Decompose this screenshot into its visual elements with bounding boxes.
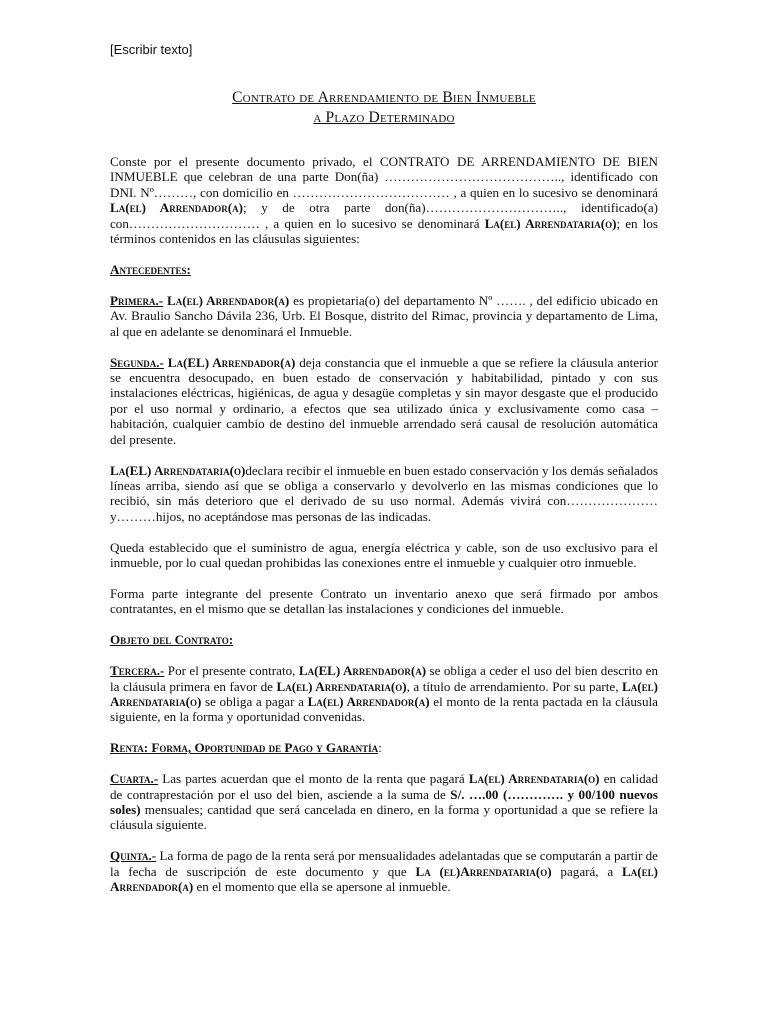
clause-lead: Primera.- xyxy=(110,292,164,308)
party-arrendataria: La(el) Arrendataria(o) xyxy=(468,771,600,787)
clause-text: se obliga a ceder el uso del bien descrito en la cláusula primera en favor de xyxy=(110,663,658,694)
clause-text: se obliga a pagar a xyxy=(201,693,308,709)
paragraph-inventario: Forma parte integrante del presente Contrato un inventario anexo que será firmado por ambos contratantes, en el mismo que se detallan las instalaciones y condiciones del inmueble. xyxy=(110,585,658,617)
paragraph-text: declara recibir el inmueble en buen estado conservación y los demás señalados líneas arriba, siendo así que se obliga a conservarlo y devolverlo en las mismas condiciones que lo recibió, sin más deterioro que el derivado de su uso normal. Además vivirá con…………………y………hijos, no aceptándose mas personas de las indicadas. xyxy=(110,462,658,524)
intro-text-3: ; en los términos contenidos en las cláusulas siguientes: xyxy=(110,215,659,247)
paragraph-recepcion xyxy=(110,463,658,525)
clause-lead: Tercera.- xyxy=(110,663,165,679)
section-heading-renta-line xyxy=(110,740,658,755)
intro-text-2: ; y de otra parte don(ña)………………………….., identificado(a) con………………………… , a quien en lo sucesivo se denominará xyxy=(110,200,658,231)
clause-text: Por el presente contrato, xyxy=(164,663,299,679)
clause-tercera xyxy=(110,663,658,725)
intro-paragraph xyxy=(110,154,658,246)
intro-text-1: Conste por el presente documento privado, el CONTRATO DE ARRENDAMIENTO DE BIEN INMUEBLE que celebran de una parte Don(ña) ………………………………….., identificado con DNI. Nº………, con domicilio en ……………………………… , a quien en lo sucesivo se denominará xyxy=(110,154,658,200)
section-heading-antecedentes: Antecedentes: xyxy=(110,261,191,277)
paragraph-suministros: Queda establecido que el suministro de agua, energía eléctrica y cable, son de uso exclusivo para el inmueble, por lo cual quedan prohibidas las conexiones entre el inmueble y cualquier otro inmueble. xyxy=(110,539,658,571)
party-arrendataria: La(EL) Arrendataria(o) xyxy=(110,462,246,478)
clause-text: pagará, a xyxy=(551,863,623,879)
clause-quinta xyxy=(110,848,658,894)
heading-colon: : xyxy=(378,740,382,756)
clause-text: La forma de pago de la renta será por mensualidades adelantadas que se computarán a partir de la fecha de suscripción de este documento y que xyxy=(110,848,658,879)
party-arrendador: La(EL) Arrendador(a) xyxy=(167,354,296,370)
document-title xyxy=(0,88,768,128)
clause-primera xyxy=(110,293,658,339)
clause-segunda xyxy=(110,355,658,447)
party-arrendataria: La(el) Arrendataria(o) xyxy=(484,215,617,231)
party-arrendador: La(EL) Arrendador(a) xyxy=(298,663,427,679)
clause-text: mensuales; cantidad que será cancelada en dinero, en la forma y oportunidad a que se refiere la cláusula siguiente. xyxy=(110,802,658,833)
clause-text: Las partes acuerdan que el monto de la renta que pagará xyxy=(158,771,469,787)
clause-text: , a título de arrendamiento. Por su parte, xyxy=(406,678,623,694)
party-arrendataria: La(el) Arrendataria(o) xyxy=(276,678,407,694)
clause-text: en el momento que ella se apersone al inmueble. xyxy=(193,879,451,895)
title-line-2: a Plazo Determinado xyxy=(313,109,455,126)
party-arrendataria: La (el)Arrendataria(o) xyxy=(415,863,552,879)
party-arrendataria: La(el) Arrendataria(o) xyxy=(110,678,658,709)
section-heading-objeto: Objeto del Contrato: xyxy=(110,632,234,648)
party-arrendador: La(el) Arrendador(a) xyxy=(110,200,243,216)
party-arrendador: La(el) Arrendador(a) xyxy=(110,863,658,895)
document-body xyxy=(110,154,658,910)
title-line-1: Contrato de Arrendamiento de Bien Inmueble xyxy=(232,89,536,106)
header-placeholder[interactable]: [Escribir texto] xyxy=(110,42,193,57)
clause-text: en calidad de contraprestación por el uso del bien, asciende a la suma de xyxy=(110,771,658,802)
clause-cuarta xyxy=(110,771,658,833)
clause-text: el monto de la renta pactada en la cláusula siguiente, en la forma y oportunidad convenidas. xyxy=(110,693,658,725)
clause-lead: Segunda.- xyxy=(110,354,164,370)
section-heading-renta: Renta: Forma, Oportunidad de Pago y Garantía xyxy=(110,740,379,756)
clause-text: deja constancia que el inmueble a que se refiere la cláusula anterior se encuentra desocupado, en buen estado de conservación y habitabilidad, pintado y con sus instalaciones eléctricas, higiénicas, de agua y desagüe completas y sin mayor desgaste que el producido por el uso normal y ordinario, a efectos que sea utilizado única y exclusivamente como casa – habitación, cualquier cambio de destino del inmueble arrendado será causal de resolución automática del presente. xyxy=(110,354,658,447)
party-arrendador: La(el) Arrendador(a) xyxy=(307,693,430,709)
party-arrendador: La(el) Arrendador(a) xyxy=(167,292,290,308)
clause-lead: Quinta.- xyxy=(110,848,157,864)
clause-lead: Cuarta.- xyxy=(110,771,159,787)
rent-amount: S/. ….00 (…………. y 00/100 nuevos soles) xyxy=(110,786,658,817)
clause-text: es propietaria(o) del departamento Nº ……. , del edificio ubicado en Av. Braulio Sancho Dávila 236, Urb. El Bosque, distrito del Rimac, provincia y departamento de Lima, al que en adelante se denominará el Inmueble. xyxy=(110,292,658,339)
